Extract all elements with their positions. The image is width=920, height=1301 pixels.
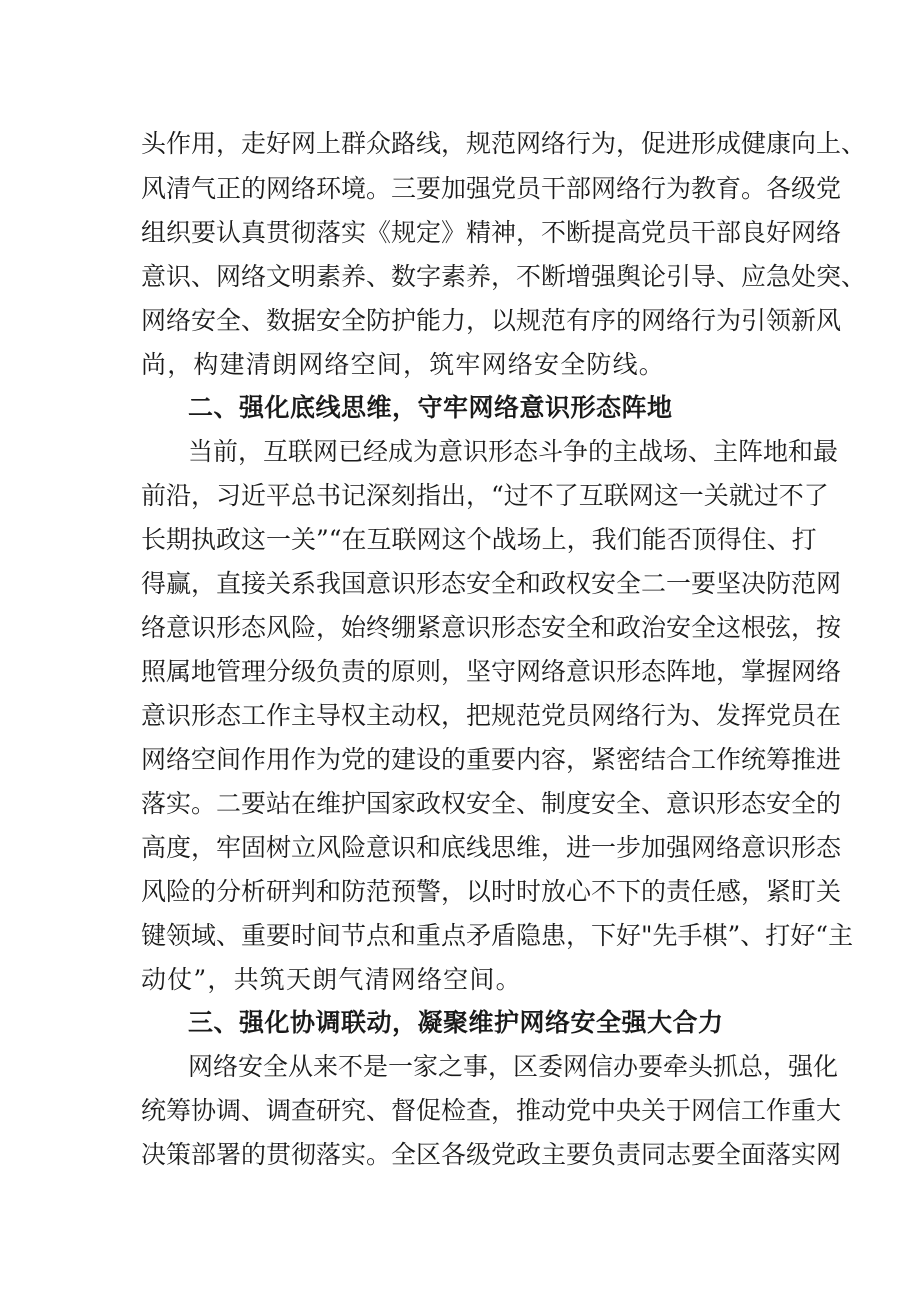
paragraph-1-line-4: 意识、网络文明素养、数字素养，不断增强舆论引导、应急处突、 — [141, 262, 867, 291]
paragraph-1-line-1: 头作用，走好网上群众路线，规范网络行为，促进形成健康向上、 — [141, 129, 867, 158]
paragraph-2-line-3: 长期执政这一关”“在互联网这个战场上，我们能否顶得住、打 — [141, 525, 817, 554]
paragraph-2-line-4: 得赢，直接关系我国意识形态安全和政权安全二一要坚决防范网 — [141, 569, 842, 598]
paragraph-2-line-7: 意识形态工作主导权主动权，把规范党员网络行为、发挥党员在 — [141, 701, 842, 730]
paragraph-2-line-2: 前沿，习近平总书记深刻指出，“过不了互联网这一关就过不了 — [141, 481, 829, 510]
paragraph-1-line-5: 网络安全、数据安全防护能力，以规范有序的网络行为引领新风 — [141, 306, 842, 335]
paragraph-2-line-13: 动仗”，共筑天朗气清网络空间。 — [141, 965, 522, 994]
paragraph-2-line-1: 当前，互联网已经成为意识形态斗争的主战场、主阵地和最 — [188, 437, 839, 466]
paragraph-2-line-12: 键领域、重要时间节点和重点矛盾隐患，下好"先手棋”、打好“主 — [141, 921, 854, 950]
paragraph-1-line-2: 风清气正的网络环境。三要加强党员干部网络行为教育。各级党 — [141, 174, 842, 203]
paragraph-2-line-11: 风险的分析研判和防范预警，以时时放心不下的责任感，紧盯关 — [141, 877, 842, 906]
paragraph-3-line-1: 网络安全从来不是一家之事，区委网信办要牵头抓总，强化 — [188, 1052, 839, 1081]
section-heading-3: 三、强化协调联动，凝聚维护网络安全强大合力 — [188, 1008, 724, 1037]
paragraph-2-line-5: 络意识形态风险，始终绷紧意识形态安全和政治安全这根弦，按 — [141, 613, 842, 642]
section-heading-2: 二、强化底线思维，守牢网络意识形态阵地 — [188, 393, 673, 422]
paragraph-2-line-9: 落实。二要站在维护国家政权安全、制度安全、意识形态安全的 — [141, 789, 842, 818]
paragraph-3-line-3: 决策部署的贯彻落实。全区各级党政主要负责同志要全面落实网 — [141, 1140, 842, 1169]
paragraph-1-line-3: 组织要认真贯彻落实《规定》精神，不断提高党员干部良好网络 — [141, 218, 842, 247]
paragraph-2-line-10: 高度，牢固树立风险意识和底线思维，进一步加强网络意识形态 — [141, 833, 842, 862]
paragraph-1-line-6: 尚，构建清朗网络空间，筑牢网络安全防线。 — [141, 350, 666, 379]
paragraph-2-line-8: 网络空间作用作为党的建设的重要内容，紧密结合工作统筹推进 — [141, 745, 842, 774]
paragraph-3-line-2: 统筹协调、调查研究、督促检查，推动党中央关于网信工作重大 — [141, 1096, 842, 1125]
paragraph-2-line-6: 照属地管理分级负责的原则，坚守网络意识形态阵地，掌握网络 — [141, 657, 842, 686]
